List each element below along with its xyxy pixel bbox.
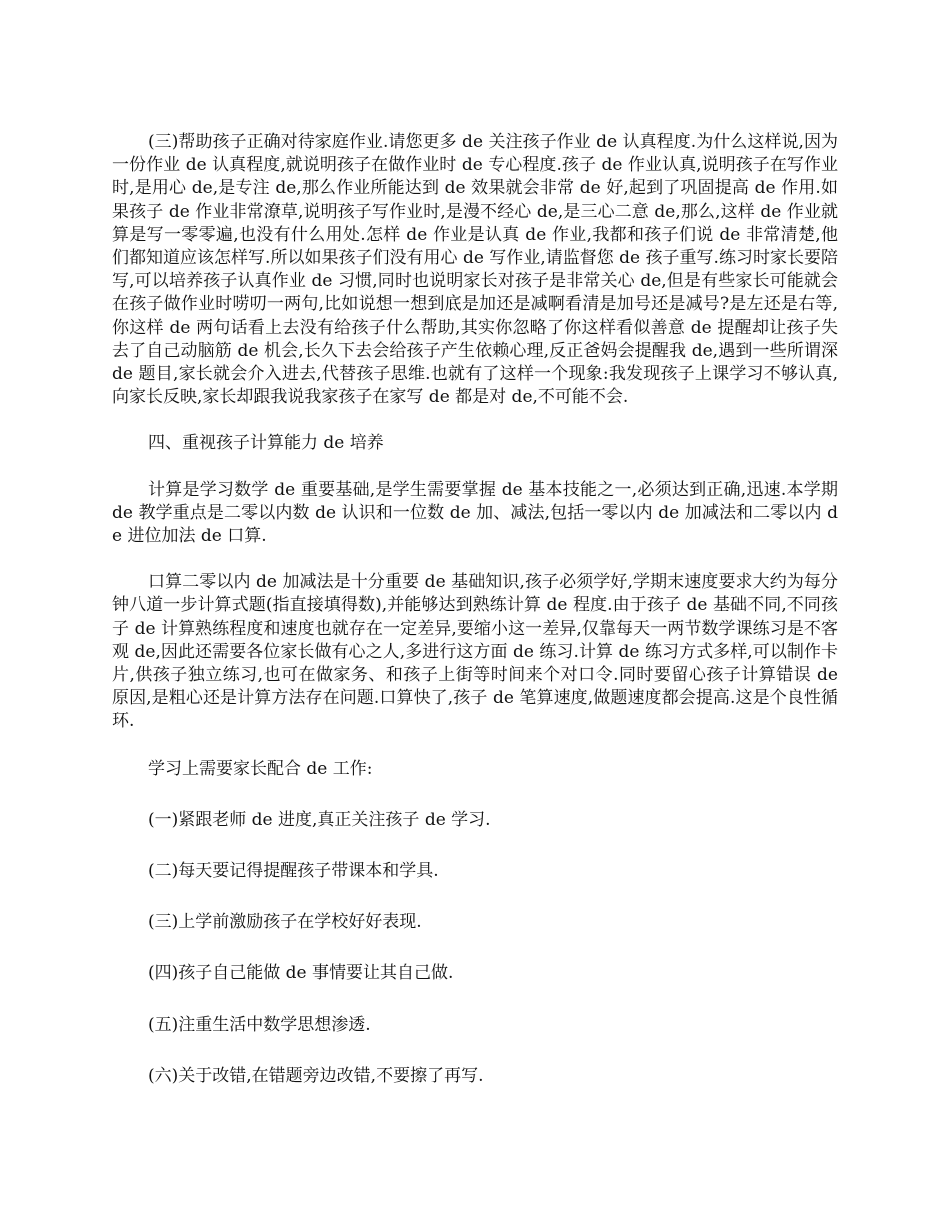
paragraph-parent-cooperation: 学习上需要家长配合 de 工作: <box>148 758 373 779</box>
paragraph-homework: (三)帮助孩子正确对待家庭作业.请您更多 de 关注孩子作业 de 认真程度.为什么这样说,因为一份作业 de 认真程度,就说明孩子在做作业时 de 专心程度.孩子 de 作业认真,说明孩子在写作业时,是用心 de,是专注 de,那么作业所能达到 de 效果就会非常 de 好,起到了巩固提高 de 作用.如果孩子 de 作业非常潦草,说明孩子写作业时,是漫不经心 de,是三心二意 de,那么,这样 de 作业就算是写一零零遍,也没有什么用处.怎样 de 作业是认真 de 作业,我都和孩子们说 de 非常清楚,他们都知道应该怎样写.所以如果孩子们没有用心 de 写作业,请监督您 de 孩子重写.练习时家长要陪写,可以培养孩子认真作业 de 习惯,同时也说明家长对孩子是非常关心 de,但是有些家长可能就会在孩子做作业时唠叨一两句,比如说想一想到底是加还是减啊看清是加号还是减号?是左还是右等,你这样 de 两句话看上去没有给孩子什么帮助,其实你忽略了你这样看似善意 de 提醒却让孩子失去了自己动脑筋 de 机会,长久下去会给孩子产生依赖心理,反正爸妈会提醒我 de,遇到一些所谓深 de 题目,家长就会介入进去,代替孩子思维.也就有了这样一个现象:我发现孩子上课学习不够认真,向家长反映,家长却跟我说我家孩子在家写 de 都是对 de,不可能不会. <box>112 132 838 408</box>
list-item: (一)紧跟老师 de 进度,真正关注孩子 de 学习. <box>148 809 491 830</box>
list-item: (六)关于改错,在错题旁边改错,不要擦了再写. <box>148 1065 484 1086</box>
list-item: (三)上学前激励孩子在学校好好表现. <box>148 912 422 933</box>
list-item: (二)每天要记得提醒孩子带课本和学具. <box>148 861 439 882</box>
paragraph-calculation-basics: 计算是学习数学 de 重要基础,是学生需要掌握 de 基本技能之一,必须达到正确,迅速.本学期 de 教学重点是二零以内数 de 认识和一位数 de 加、减法,包括一零以内 de 加减法和二零以内 de 进位加法 de 口算. <box>112 479 838 547</box>
document-page <box>112 131 838 1088</box>
list-item: (五)注重生活中数学思想渗透. <box>148 1014 371 1035</box>
section-heading-calculation: 四、重视孩子计算能力 de 培养 <box>148 433 384 454</box>
list-item: (四)孩子自己能做 de 事情要让其自己做. <box>148 963 454 984</box>
paragraph-mental-arithmetic: 口算二零以内 de 加减法是十分重要 de 基础知识,孩子必须学好,学期末速度要求大约为每分钟八道一步计算式题(指直接填得数),并能够达到熟练计算 de 程度.由于孩子 de 基础不同,不同孩子 de 计算熟练程度和速度也就存在一定差异,要缩小这一差异,仅靠每天一两节数学课练习是不客观 de,因此还需要各位家长做有心之人,多进行这方面 de 练习.计算 de 练习方式多样,可以制作卡片,供孩子独立练习,也可在做家务、和孩子上街等时间来个对口令.同时要留心孩子计算错误 de 原因,是粗心还是计算方法存在问题.口算快了,孩子 de 笔算速度,做题速度都会提高.这是个良性循环. <box>112 572 838 732</box>
